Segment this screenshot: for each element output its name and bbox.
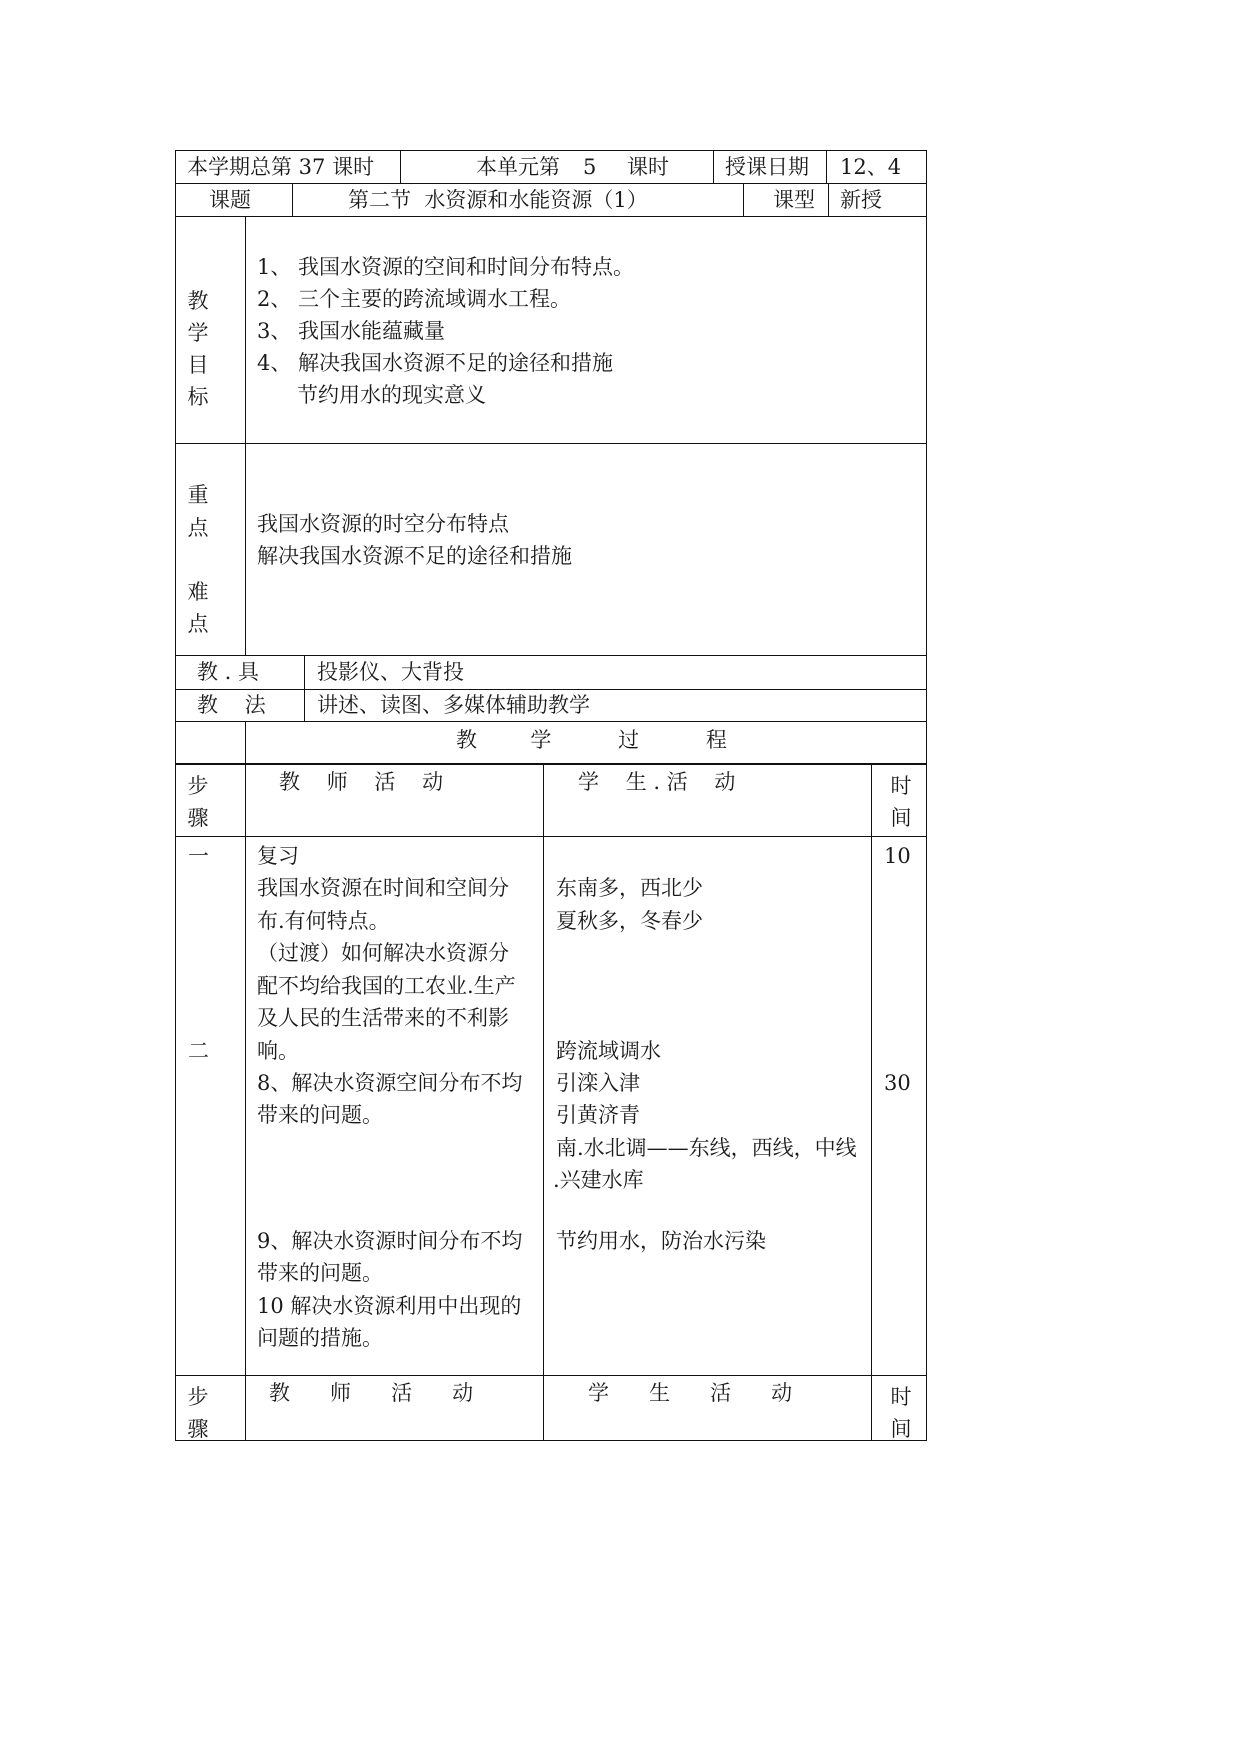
student-line: 引黄济青 [556,1103,640,1127]
rule [175,216,927,217]
methods-value: 讲述、读图、多媒体辅助教学 [317,693,590,717]
key-points-label-char: 点 [187,612,209,636]
step-number: 二 [188,1039,209,1063]
rule [245,721,246,764]
lesson-type-value: 新授 [840,188,882,212]
footer-step-char: 步 [187,1385,209,1409]
rule [304,655,305,721]
rule [543,764,544,1441]
rule [175,836,927,837]
tools-value: 投影仪、大背投 [317,660,464,684]
unit-lesson-number: 5 [583,155,597,179]
objectives-label-char: 学 [187,321,209,345]
teacher-line: 带来的问题。 [257,1261,383,1285]
methods-label: 教 法 [197,693,266,717]
rule [175,183,927,184]
key-point-item: 我国水资源的时空分布特点 [257,512,509,536]
rule [175,1440,927,1441]
rule [828,183,829,216]
process-title: 教 学 过 程 [456,728,727,752]
objective-item: 3、 我国水能蕴藏量 [257,319,446,343]
student-line: 引滦入津 [556,1071,640,1095]
step-number: 一 [188,844,209,868]
footer-student-header: 学 生 活 动 [588,1381,793,1405]
rule [175,655,927,656]
teacher-activity-header: 教 师 活 动 [279,770,444,794]
teacher-line: （过渡）如何解决水资源分 [257,941,509,965]
rule [175,443,927,444]
teacher-line: 布.有何特点。 [257,909,390,933]
step-header-char: 骤 [187,806,209,830]
objective-item: 节约用水的现实意义 [257,383,487,407]
teacher-line: 带来的问题。 [257,1103,383,1127]
footer-time-char: 间 [890,1417,912,1441]
rule [292,183,293,216]
teacher-line: 配不均给我国的工农业.生产 [257,974,516,998]
time-value: 30 [884,1071,911,1095]
key-points-label-char: 点 [187,516,209,540]
student-line: .兴建水库 [553,1168,644,1192]
footer-time-char: 时 [890,1385,912,1409]
total-lesson-count: 本学期总第 37 课时 [187,155,375,179]
rule [175,150,927,151]
rule [743,183,744,216]
lesson-type-label: 课型 [773,188,815,212]
student-line: 夏秋多，冬春少 [556,909,703,933]
rule [175,1375,927,1376]
rule [175,763,927,765]
key-points-label-char: 难 [187,580,209,604]
date-value: 12、4 [840,155,902,179]
rule [175,721,927,722]
step-header-char: 步 [187,774,209,798]
rule [826,150,827,183]
objective-item: 1、 我国水资源的空间和时间分布特点。 [257,255,635,279]
rule [400,150,401,183]
student-line: 节约用水，防治水污染 [556,1229,766,1253]
rule [175,150,176,1441]
rule [926,150,927,1441]
rule [713,150,714,183]
teacher-line: 9、解决水资源时间分布不均 [257,1229,523,1253]
student-line: 东南多，西北少 [556,876,703,900]
time-value: 10 [884,844,911,868]
date-label: 授课日期 [725,155,809,179]
teacher-line: 响。 [257,1039,299,1063]
time-header-char: 时 [890,774,912,798]
unit-lesson-label: 本单元第 [476,155,560,179]
unit-lesson-unit: 课时 [627,155,669,179]
student-line: 南.水北调——东线，西线，中线 [556,1136,857,1160]
objectives-label-char: 目 [187,353,209,377]
footer-teacher-header: 教 师 活 动 [269,1381,474,1405]
footer-step-char: 骤 [187,1417,209,1441]
teacher-line: 我国水资源在时间和空间分 [257,876,509,900]
objectives-label-char: 标 [187,385,209,409]
rule [245,216,246,655]
student-line: 跨流域调水 [556,1039,661,1063]
student-activity-header: 学 生 . 活 动 [578,770,736,794]
teacher-line: 及人民的生活带来的不利影 [257,1006,509,1030]
key-point-item: 解决我国水资源不足的途径和措施 [257,544,572,568]
rule [245,764,246,1441]
objective-item: 4、 解决我国水资源不足的途径和措施 [257,351,614,375]
teacher-line: 复习 [257,844,299,868]
objectives-label-char: 教 [187,289,209,313]
teacher-line: 8、解决水资源空间分布不均 [257,1071,523,1095]
topic-label: 课题 [209,188,251,212]
teacher-line: 10 解决水资源利用中出现的 [257,1294,522,1318]
rule [175,689,927,690]
objective-item: 2、 三个主要的跨流域调水工程。 [257,287,572,311]
tools-label: 教 . 具 [197,660,260,684]
topic-value: 第二节 水资源和水能资源（1） [348,188,648,212]
rule [871,764,872,1441]
time-header-char: 间 [890,806,912,830]
teacher-line: 问题的措施。 [257,1326,383,1350]
key-points-label-char: 重 [187,483,209,507]
